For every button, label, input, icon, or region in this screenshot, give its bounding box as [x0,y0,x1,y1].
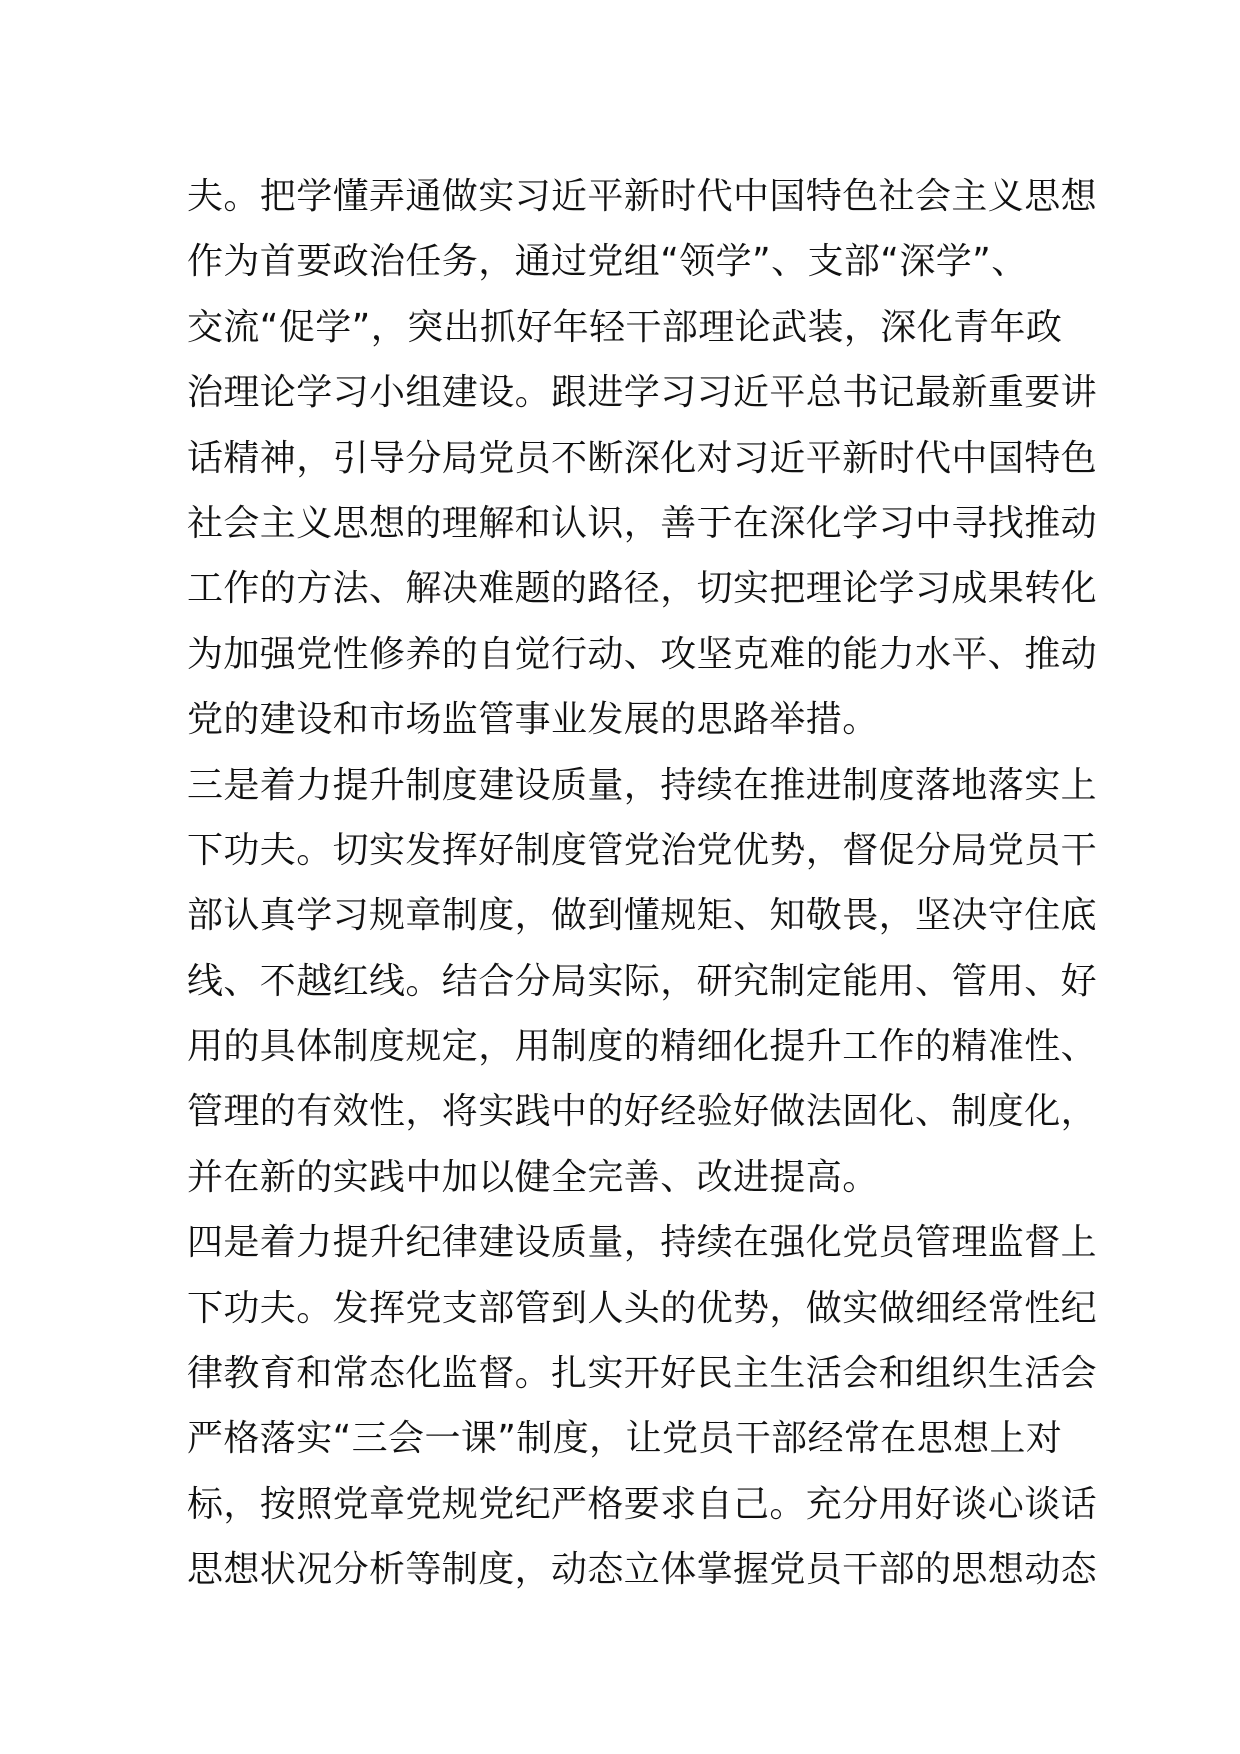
body-text [187,164,1098,1603]
text-line-1: 夫。把学懂弄通做实习近平新时代中国特色社会主义思想 [187,176,1098,217]
text-line-20: 严格落实“三会一课”制度，让党员干部经常在思想上对 [187,1418,1063,1460]
text-line-2: 作为首要政治任务，通过党组“领学”、支部“深学”、 [187,241,1028,283]
text-line-3: 交流“促学”，突出抓好年轻干部理论武装，深化青年政 [187,306,1063,348]
text-line-19: 律教育和常态化监督。扎实开好民主生活会和组织生活会 [187,1353,1098,1395]
text-line-17: 四是着力提升纪律建设质量，持续在强化党员管理监督上 [187,1222,1098,1264]
text-line-8: 为加强党性修养的自觉行动、攻坚克难的能力水平、推动 [187,633,1098,675]
text-line-12: 部认真学习规章制度，做到懂规矩、知敬畏，坚决守住底 [187,895,1098,937]
text-line-4: 治理论学习小组建设。跟进学习习近平总书记最新重要讲 [187,372,1098,414]
text-line-9: 党的建设和市场监管事业发展的思路举措。 [187,699,879,741]
text-line-21: 标，按照党章党规党纪严格要求自己。充分用好谈心谈话 [187,1483,1098,1525]
text-line-7: 工作的方法、解决难题的路径，切实把理论学习成果转化 [187,568,1098,610]
text-line-14: 用的具体制度规定，用制度的精细化提升工作的精准性、 [187,1026,1098,1068]
text-line-18: 下功夫。发挥党支部管到人头的优势，做实做细经常性纪 [187,1287,1098,1329]
text-line-10: 三是着力提升制度建设质量，持续在推进制度落地落实上 [187,764,1098,806]
text-line-13: 线、不越红线。结合分局实际，研究制定能用、管用、好 [187,960,1098,1002]
text-line-6: 社会主义思想的理解和认识，善于在深化学习中寻找推动 [187,502,1098,544]
text-line-15: 管理的有效性，将实践中的好经验好做法固化、制度化， [187,1091,1098,1133]
text-line-11: 下功夫。切实发挥好制度管党治党优势，督促分局党员干 [187,829,1098,871]
text-line-16: 并在新的实践中加以健全完善、改进提高。 [187,1156,879,1198]
text-line-5: 话精神，引导分局党员不断深化对习近平新时代中国特色 [187,437,1098,479]
text-line-22: 思想状况分析等制度，动态立体掌握党员干部的思想动态 [187,1549,1098,1591]
